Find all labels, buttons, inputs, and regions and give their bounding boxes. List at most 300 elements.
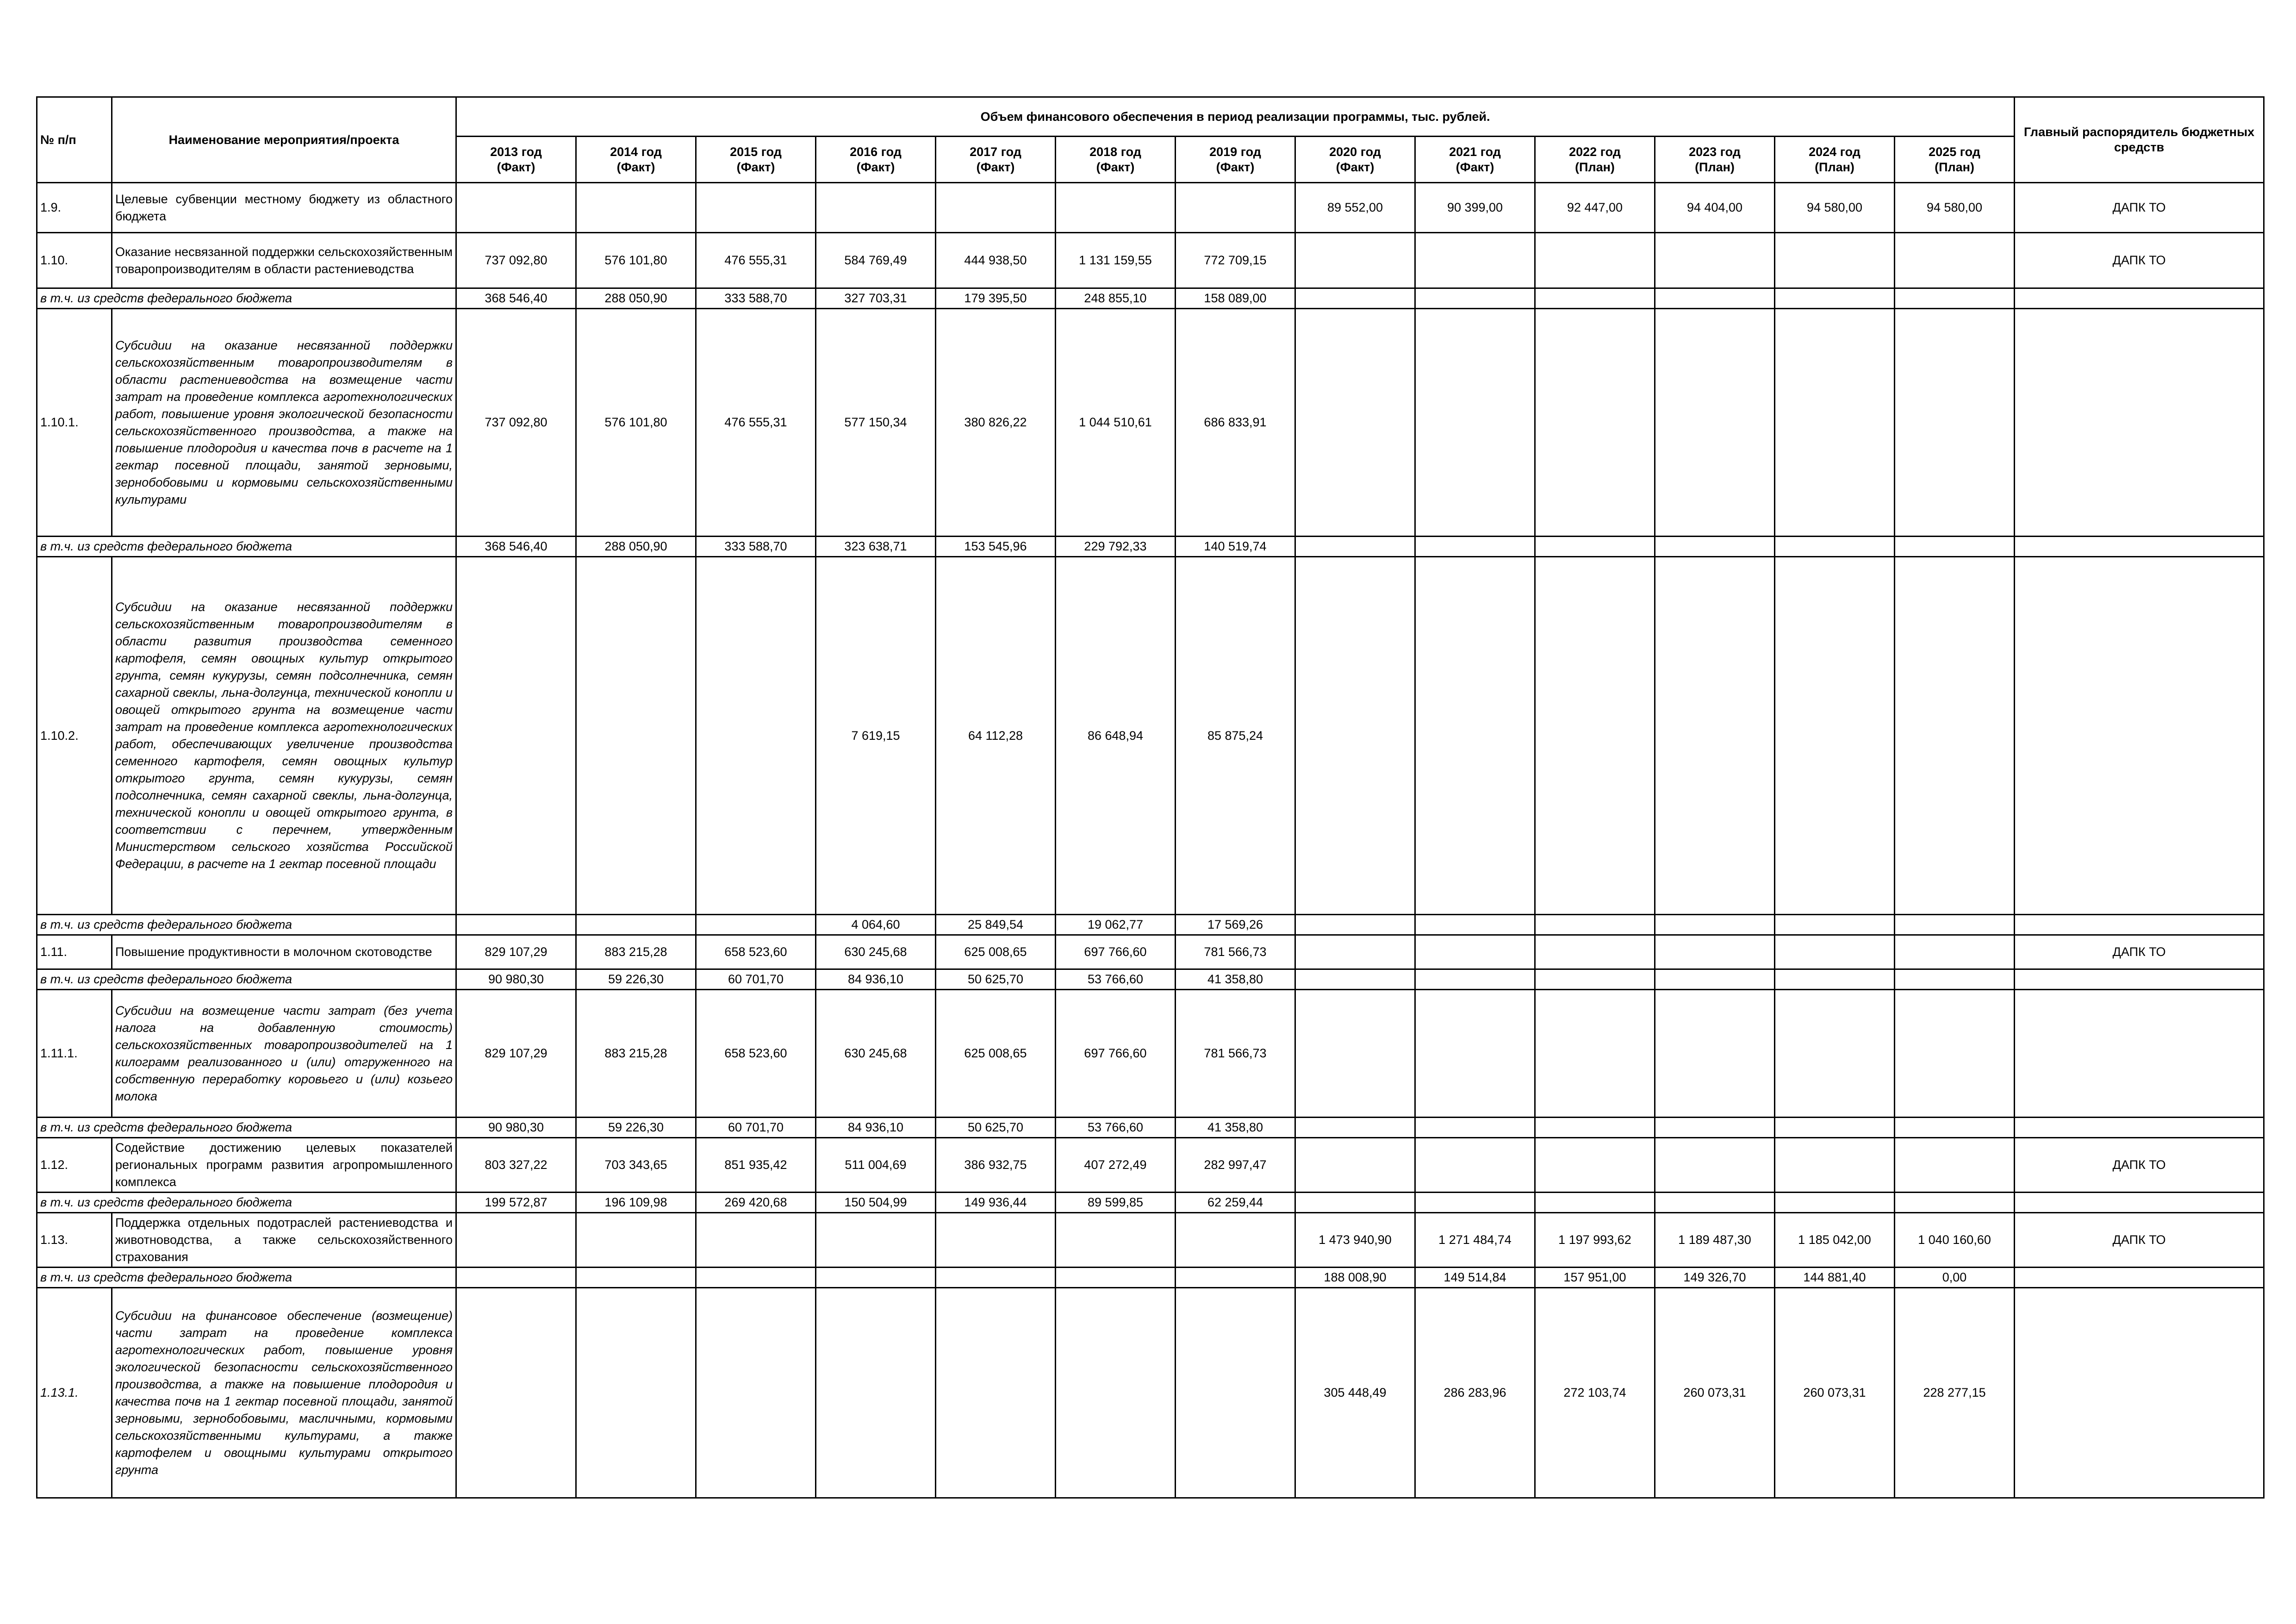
value-cell: 883 215,28	[576, 990, 696, 1118]
header-year-kind: (Факт)	[1216, 160, 1255, 174]
value-cell	[1655, 969, 1775, 990]
value-cell: 772 709,15	[1176, 233, 1295, 288]
value-cell	[1895, 1138, 2015, 1193]
header-year	[456, 137, 576, 183]
row-number: 1.10.1.	[37, 309, 112, 537]
distributor-cell: ДАПК ТО	[2015, 1213, 2264, 1268]
header-year	[1775, 137, 1895, 183]
distributor-cell: ДАПК ТО	[2015, 233, 2264, 288]
distributor-cell	[2015, 537, 2264, 557]
value-cell	[1415, 1138, 1535, 1193]
value-cell: 64 112,28	[936, 557, 1056, 915]
value-cell	[1535, 233, 1655, 288]
value-cell: 94 580,00	[1775, 183, 1895, 233]
value-cell: 1 189 487,30	[1655, 1213, 1775, 1268]
value-cell	[1895, 309, 2015, 537]
value-cell	[1415, 309, 1535, 537]
row-number: 1.11.1.	[37, 990, 112, 1118]
value-cell: 53 766,60	[1056, 969, 1176, 990]
value-cell	[1295, 1193, 1415, 1213]
value-cell	[1056, 183, 1176, 233]
value-cell: 288 050,90	[576, 537, 696, 557]
header-year-kind: (Факт)	[856, 160, 895, 174]
distributor-cell: ДАПК ТО	[2015, 1138, 2264, 1193]
value-cell: 62 259,44	[1176, 1193, 1295, 1213]
federal-subrow	[37, 915, 2264, 935]
value-cell	[936, 1288, 1056, 1498]
value-cell	[1895, 233, 2015, 288]
value-cell: 737 092,80	[456, 233, 576, 288]
value-cell: 229 792,33	[1056, 537, 1176, 557]
value-cell	[1775, 288, 1895, 309]
header-year	[1056, 137, 1176, 183]
table-header	[37, 97, 2264, 183]
value-cell: 380 826,22	[936, 309, 1056, 537]
value-cell	[1655, 233, 1775, 288]
value-cell: 179 395,50	[936, 288, 1056, 309]
header-year	[936, 137, 1056, 183]
distributor-cell	[2015, 557, 2264, 915]
value-cell: 90 399,00	[1415, 183, 1535, 233]
row-name: Содействие достижению целевых показателей региональных программ развития агропромышленного комплекса	[112, 1138, 456, 1193]
value-cell	[1295, 309, 1415, 537]
value-cell	[1295, 1118, 1415, 1138]
value-cell: 90 980,30	[456, 1118, 576, 1138]
federal-subrow	[37, 537, 2264, 557]
value-cell	[576, 915, 696, 935]
value-cell: 1 473 940,90	[1295, 1213, 1415, 1268]
value-cell: 333 588,70	[696, 288, 816, 309]
value-cell: 803 327,22	[456, 1138, 576, 1193]
value-cell: 153 545,96	[936, 537, 1056, 557]
value-cell: 829 107,29	[456, 935, 576, 969]
value-cell	[456, 557, 576, 915]
header-year-kind: (План)	[1695, 160, 1735, 174]
value-cell	[456, 915, 576, 935]
header-year	[576, 137, 696, 183]
value-cell: 1 040 160,60	[1895, 1213, 2015, 1268]
row-name: Субсидии на финансовое обеспечение (возмещение) части затрат на проведение комплекса агротехнологических работ, повышение уровня экологической безопасности сельскохозяйственного производства, а также на повышение плодородия и качества почв на 1 гектар посевной площади, занятой зерновыми, зернобобовыми, масличными, кормовыми сельскохозяйственными культурами, а также картофелем и овощными культурами открытого грунта	[112, 1288, 456, 1498]
value-cell: 781 566,73	[1176, 935, 1295, 969]
value-cell: 658 523,60	[696, 990, 816, 1118]
table-row	[37, 990, 2264, 1118]
value-cell	[1415, 557, 1535, 915]
value-cell: 1 271 484,74	[1415, 1213, 1535, 1268]
value-cell	[1775, 1193, 1895, 1213]
value-cell: 60 701,70	[696, 1118, 816, 1138]
value-cell: 260 073,31	[1775, 1288, 1895, 1498]
value-cell: 196 109,98	[576, 1193, 696, 1213]
distributor-cell: ДАПК ТО	[2015, 935, 2264, 969]
value-cell: 625 008,65	[936, 935, 1056, 969]
row-number: 1.11.	[37, 935, 112, 969]
table-row	[37, 557, 2264, 915]
distributor-cell	[2015, 309, 2264, 537]
header-year	[1535, 137, 1655, 183]
value-cell: 305 448,49	[1295, 1288, 1415, 1498]
header-year-kind: (Факт)	[497, 160, 535, 174]
value-cell	[1655, 990, 1775, 1118]
value-cell: 476 555,31	[696, 233, 816, 288]
value-cell	[1775, 915, 1895, 935]
table-row	[37, 1138, 2264, 1193]
header-year	[696, 137, 816, 183]
value-cell: 94 404,00	[1655, 183, 1775, 233]
value-cell	[1535, 288, 1655, 309]
row-name: Повышение продуктивности в молочном скотоводстве	[112, 935, 456, 969]
header-year	[1415, 137, 1535, 183]
header-year-kind: (Факт)	[1456, 160, 1494, 174]
value-cell: 697 766,60	[1056, 935, 1176, 969]
header-year	[1895, 137, 2015, 183]
budget-table	[36, 96, 2265, 1499]
value-cell	[1415, 1193, 1535, 1213]
value-cell: 158 089,00	[1176, 288, 1295, 309]
value-cell: 53 766,60	[1056, 1118, 1176, 1138]
header-year-label: 2019 год	[1209, 144, 1261, 159]
value-cell: 697 766,60	[1056, 990, 1176, 1118]
value-cell	[1895, 915, 2015, 935]
value-cell	[1415, 969, 1535, 990]
value-cell	[1535, 557, 1655, 915]
distributor-cell	[2015, 1268, 2264, 1288]
value-cell	[1775, 537, 1895, 557]
header-year-kind: (План)	[1815, 160, 1854, 174]
value-cell: 282 997,47	[1176, 1138, 1295, 1193]
value-cell	[696, 915, 816, 935]
row-name: Субсидии на оказание несвязанной поддержки сельскохозяйственным товаропроизводителям в области растениеводства на возмещение части затрат на проведение комплекса агротехнологических работ, повышение уровня экологической безопасности сельскохозяйственного производства, а также на повышение плодородия и качества почв в расчете на 1 гектар посевной площади, занятой зерновыми, зернобобовыми и кормовыми сельскохозяйственными культурами	[112, 309, 456, 537]
value-cell	[1655, 1138, 1775, 1193]
value-cell	[696, 183, 816, 233]
value-cell	[576, 183, 696, 233]
value-cell: 188 008,90	[1295, 1268, 1415, 1288]
value-cell: 92 447,00	[1535, 183, 1655, 233]
header-year-kind: (Факт)	[616, 160, 655, 174]
header-year-kind: (Факт)	[736, 160, 775, 174]
value-cell: 577 150,34	[816, 309, 936, 537]
distributor-cell	[2015, 1118, 2264, 1138]
header-year-label: 2013 год	[490, 144, 542, 159]
value-cell	[1535, 1118, 1655, 1138]
value-cell	[1775, 990, 1895, 1118]
value-cell	[1895, 1118, 2015, 1138]
value-cell	[1295, 969, 1415, 990]
value-cell: 248 855,10	[1056, 288, 1176, 309]
value-cell	[1895, 557, 2015, 915]
value-cell	[1655, 537, 1775, 557]
value-cell: 150 504,99	[816, 1193, 936, 1213]
value-cell: 41 358,80	[1176, 1118, 1295, 1138]
distributor-cell	[2015, 1288, 2264, 1498]
value-cell	[456, 1288, 576, 1498]
value-cell	[1056, 1213, 1176, 1268]
value-cell	[936, 1213, 1056, 1268]
value-cell: 86 648,94	[1056, 557, 1176, 915]
value-cell	[1775, 935, 1895, 969]
value-cell	[1535, 990, 1655, 1118]
federal-subrow	[37, 1268, 2264, 1288]
value-cell	[1775, 969, 1895, 990]
value-cell: 0,00	[1895, 1268, 2015, 1288]
value-cell	[1415, 288, 1535, 309]
table-row	[37, 1288, 2264, 1498]
value-cell	[1655, 309, 1775, 537]
header-year-label: 2016 год	[850, 144, 902, 159]
value-cell: 630 245,68	[816, 935, 936, 969]
federal-subrow	[37, 1118, 2264, 1138]
header-year-label: 2023 год	[1689, 144, 1741, 159]
row-number: 1.10.2.	[37, 557, 112, 915]
header-year-label: 2015 год	[730, 144, 782, 159]
value-cell: 272 103,74	[1535, 1288, 1655, 1498]
value-cell	[1056, 1288, 1176, 1498]
value-cell: 288 050,90	[576, 288, 696, 309]
header-year-label: 2014 год	[610, 144, 662, 159]
value-cell	[1655, 1193, 1775, 1213]
value-cell	[576, 1288, 696, 1498]
value-cell	[1895, 935, 2015, 969]
value-cell: 84 936,10	[816, 1118, 936, 1138]
federal-label: в т.ч. из средств федерального бюджета	[37, 288, 456, 309]
value-cell: 658 523,60	[696, 935, 816, 969]
value-cell	[1775, 1118, 1895, 1138]
value-cell: 576 101,80	[576, 309, 696, 537]
value-cell	[1535, 915, 1655, 935]
header-year-label: 2024 год	[1809, 144, 1860, 159]
value-cell	[1176, 1213, 1295, 1268]
row-number: 1.9.	[37, 183, 112, 233]
table-row	[37, 233, 2264, 288]
value-cell: 630 245,68	[816, 990, 936, 1118]
header-year-label: 2020 год	[1329, 144, 1381, 159]
value-cell	[1775, 1138, 1895, 1193]
header-volume: Объем финансового обеспечения в период реализации программы, тыс. рублей.	[456, 97, 2015, 137]
value-cell	[576, 1213, 696, 1268]
table-row	[37, 183, 2264, 233]
value-cell	[1895, 990, 2015, 1118]
value-cell	[1295, 990, 1415, 1118]
value-cell	[1655, 915, 1775, 935]
value-cell: 157 951,00	[1535, 1268, 1655, 1288]
value-cell	[1535, 309, 1655, 537]
value-cell	[456, 1268, 576, 1288]
value-cell	[1415, 990, 1535, 1118]
value-cell: 89 599,85	[1056, 1193, 1176, 1213]
value-cell: 286 283,96	[1415, 1288, 1535, 1498]
value-cell	[1415, 935, 1535, 969]
value-cell	[936, 183, 1056, 233]
row-number: 1.13.	[37, 1213, 112, 1268]
row-name: Поддержка отдельных подотраслей растениеводства и животноводства, а также сельскохозяйственного страхования	[112, 1213, 456, 1268]
value-cell: 60 701,70	[696, 969, 816, 990]
value-cell	[816, 1288, 936, 1498]
value-cell	[1295, 915, 1415, 935]
value-cell: 851 935,42	[696, 1138, 816, 1193]
table-body	[37, 183, 2264, 1498]
header-year	[1295, 137, 1415, 183]
value-cell	[696, 1213, 816, 1268]
value-cell: 7 619,15	[816, 557, 936, 915]
value-cell	[696, 557, 816, 915]
value-cell: 144 881,40	[1775, 1268, 1895, 1288]
row-name: Целевые субвенции местному бюджету из областного бюджета	[112, 183, 456, 233]
value-cell	[1655, 935, 1775, 969]
value-cell	[1295, 935, 1415, 969]
header-year-label: 2018 год	[1089, 144, 1141, 159]
value-cell: 703 343,65	[576, 1138, 696, 1193]
value-cell	[1295, 1138, 1415, 1193]
federal-label: в т.ч. из средств федерального бюджета	[37, 537, 456, 557]
value-cell: 269 420,68	[696, 1193, 816, 1213]
value-cell: 228 277,15	[1895, 1288, 2015, 1498]
distributor-cell	[2015, 288, 2264, 309]
value-cell: 737 092,80	[456, 309, 576, 537]
table-row	[37, 1213, 2264, 1268]
value-cell: 59 226,30	[576, 969, 696, 990]
value-cell: 1 185 042,00	[1775, 1213, 1895, 1268]
value-cell	[1415, 537, 1535, 557]
value-cell: 584 769,49	[816, 233, 936, 288]
value-cell: 50 625,70	[936, 1118, 1056, 1138]
header-year-kind: (План)	[1935, 160, 1974, 174]
federal-label: в т.ч. из средств федерального бюджета	[37, 969, 456, 990]
value-cell: 149 326,70	[1655, 1268, 1775, 1288]
federal-label: в т.ч. из средств федерального бюджета	[37, 915, 456, 935]
value-cell: 883 215,28	[576, 935, 696, 969]
header-year-label: 2025 год	[1929, 144, 1980, 159]
federal-label: в т.ч. из средств федерального бюджета	[37, 1118, 456, 1138]
row-name: Оказание несвязанной поддержки сельскохозяйственным товаропроизводителям в области растениеводства	[112, 233, 456, 288]
value-cell: 323 638,71	[816, 537, 936, 557]
value-cell: 333 588,70	[696, 537, 816, 557]
value-cell	[1295, 537, 1415, 557]
value-cell	[1535, 537, 1655, 557]
value-cell: 89 552,00	[1295, 183, 1415, 233]
federal-subrow	[37, 288, 2264, 309]
table-row	[37, 309, 2264, 537]
value-cell: 25 849,54	[936, 915, 1056, 935]
value-cell: 149 936,44	[936, 1193, 1056, 1213]
header-num: № п/п	[37, 97, 112, 183]
value-cell: 829 107,29	[456, 990, 576, 1118]
value-cell: 59 226,30	[576, 1118, 696, 1138]
value-cell: 444 938,50	[936, 233, 1056, 288]
value-cell	[1895, 1193, 2015, 1213]
value-cell: 476 555,31	[696, 309, 816, 537]
value-cell: 327 703,31	[816, 288, 936, 309]
value-cell	[1056, 1268, 1176, 1288]
value-cell: 1 044 510,61	[1056, 309, 1176, 537]
value-cell	[1775, 309, 1895, 537]
distributor-cell: ДАПК ТО	[2015, 183, 2264, 233]
row-name: Субсидии на оказание несвязанной поддержки сельскохозяйственным товаропроизводителям в области развития производства семенного картофеля, семян овощных культур открытого грунта, семян кукурузы, семян подсолнечника, семян сахарной свеклы, льна-долгунца, технической конопли и овощей открытого грунта на возмещение части затрат на проведение комплекса агротехнологических работ, обеспечивающих увеличение производства семенного картофеля, семян овощных культур открытого грунта, семян кукурузы, семян подсолнечника, семян сахарной свеклы, льна-долгунца, технической конопли и овощей открытого грунта, в соответствии с перечнем, утвержденным Министерством сельского хозяйства Российской Федерации, в расчете на 1 гектар посевной площади	[112, 557, 456, 915]
value-cell	[1295, 233, 1415, 288]
value-cell: 149 514,84	[1415, 1268, 1535, 1288]
distributor-cell	[2015, 990, 2264, 1118]
value-cell: 90 980,30	[456, 969, 576, 990]
value-cell	[816, 1213, 936, 1268]
value-cell: 576 101,80	[576, 233, 696, 288]
value-cell: 50 625,70	[936, 969, 1056, 990]
header-year-kind: (Факт)	[976, 160, 1015, 174]
header-year	[816, 137, 936, 183]
value-cell	[816, 183, 936, 233]
header-year-kind: (Факт)	[1336, 160, 1375, 174]
value-cell: 686 833,91	[1176, 309, 1295, 537]
value-cell: 625 008,65	[936, 990, 1056, 1118]
value-cell	[456, 1213, 576, 1268]
value-cell	[1176, 183, 1295, 233]
value-cell	[1415, 1118, 1535, 1138]
federal-subrow	[37, 1193, 2264, 1213]
row-number: 1.10.	[37, 233, 112, 288]
value-cell	[1295, 557, 1415, 915]
value-cell: 511 004,69	[816, 1138, 936, 1193]
value-cell: 199 572,87	[456, 1193, 576, 1213]
value-cell: 1 131 159,55	[1056, 233, 1176, 288]
value-cell: 407 272,49	[1056, 1138, 1176, 1193]
value-cell: 1 197 993,62	[1535, 1213, 1655, 1268]
value-cell	[1895, 537, 2015, 557]
header-year-label: 2021 год	[1449, 144, 1501, 159]
value-cell	[1415, 233, 1535, 288]
header-year-kind: (Факт)	[1096, 160, 1135, 174]
value-cell	[1535, 1193, 1655, 1213]
value-cell: 84 936,10	[816, 969, 936, 990]
value-cell	[1895, 288, 2015, 309]
value-cell	[1655, 288, 1775, 309]
value-cell	[1775, 233, 1895, 288]
value-cell	[1535, 969, 1655, 990]
value-cell	[1535, 935, 1655, 969]
value-cell: 368 546,40	[456, 288, 576, 309]
value-cell: 85 875,24	[1176, 557, 1295, 915]
value-cell	[816, 1268, 936, 1288]
value-cell	[1415, 915, 1535, 935]
federal-subrow	[37, 969, 2264, 990]
header-name: Наименование мероприятия/проекта	[112, 97, 456, 183]
value-cell: 140 519,74	[1176, 537, 1295, 557]
row-number: 1.12.	[37, 1138, 112, 1193]
header-year-kind: (План)	[1575, 160, 1615, 174]
federal-label: в т.ч. из средств федерального бюджета	[37, 1193, 456, 1213]
header-year-label: 2022 год	[1569, 144, 1621, 159]
value-cell: 94 580,00	[1895, 183, 2015, 233]
distributor-cell	[2015, 969, 2264, 990]
distributor-cell	[2015, 915, 2264, 935]
value-cell	[1775, 557, 1895, 915]
value-cell	[576, 1268, 696, 1288]
value-cell	[1295, 288, 1415, 309]
value-cell: 260 073,31	[1655, 1288, 1775, 1498]
distributor-cell	[2015, 1193, 2264, 1213]
table-row	[37, 935, 2264, 969]
value-cell: 41 358,80	[1176, 969, 1295, 990]
header-year-label: 2017 год	[970, 144, 1021, 159]
row-number: 1.13.1.	[37, 1288, 112, 1498]
value-cell: 781 566,73	[1176, 990, 1295, 1118]
header-year	[1176, 137, 1295, 183]
value-cell	[1176, 1288, 1295, 1498]
value-cell	[696, 1268, 816, 1288]
value-cell	[936, 1268, 1056, 1288]
value-cell: 17 569,26	[1176, 915, 1295, 935]
value-cell	[1535, 1138, 1655, 1193]
value-cell: 368 546,40	[456, 537, 576, 557]
value-cell: 4 064,60	[816, 915, 936, 935]
value-cell	[1895, 969, 2015, 990]
value-cell	[1176, 1268, 1295, 1288]
